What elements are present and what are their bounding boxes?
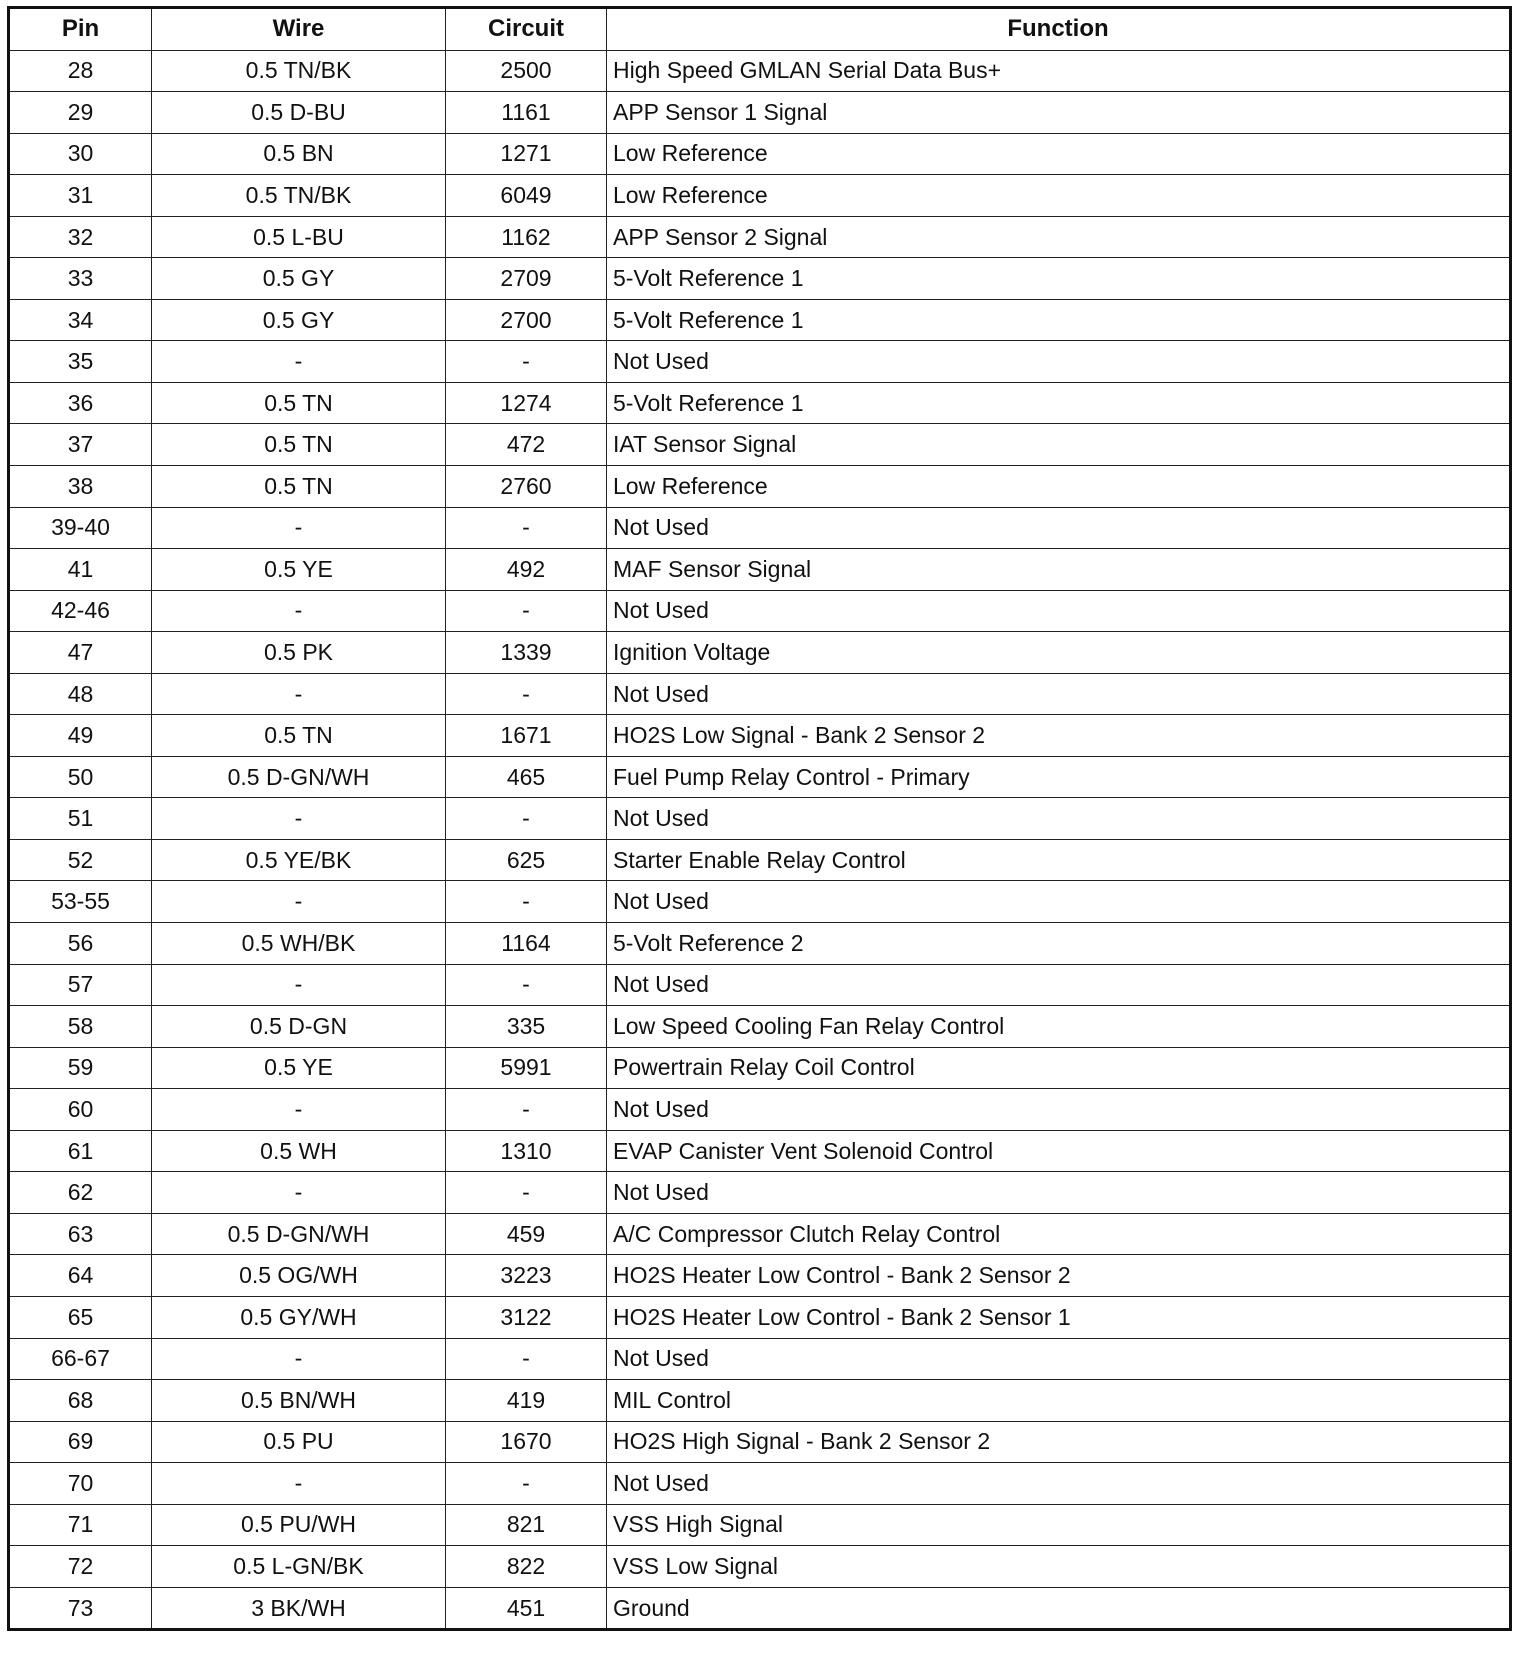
circuit-cell: 821 [446,1504,607,1546]
function-cell: A/C Compressor Clutch Relay Control [607,1213,1511,1255]
header-row [9,8,1511,51]
pin-cell: 70 [9,1463,152,1505]
connector-pinout-table [7,6,1512,1631]
pin-cell: 39-40 [9,507,152,549]
circuit-cell: 492 [446,549,607,591]
function-cell: IAT Sensor Signal [607,424,1511,466]
function-cell: VSS High Signal [607,1504,1511,1546]
function-cell: Not Used [607,673,1511,715]
table-row [9,1213,1511,1255]
table-row [9,798,1511,840]
function-cell: 5-Volt Reference 1 [607,258,1511,300]
circuit-cell: 5991 [446,1047,607,1089]
table-row [9,1587,1511,1630]
function-cell: HO2S Low Signal - Bank 2 Sensor 2 [607,715,1511,757]
table-row [9,507,1511,549]
table-row [9,590,1511,632]
table-row [9,1380,1511,1422]
circuit-cell: 3122 [446,1296,607,1338]
wire-cell: 0.5 WH/BK [152,923,446,965]
table-row [9,382,1511,424]
wire-cell: 0.5 GY [152,299,446,341]
wire-cell: 0.5 TN [152,715,446,757]
function-cell: Fuel Pump Relay Control - Primary [607,756,1511,798]
circuit-cell: 1339 [446,632,607,674]
table-row [9,175,1511,217]
wire-cell: 0.5 TN [152,382,446,424]
table-row [9,549,1511,591]
circuit-cell: - [446,1089,607,1131]
table-row [9,299,1511,341]
wire-cell: 0.5 PU [152,1421,446,1463]
table-row [9,133,1511,175]
table-row [9,1172,1511,1214]
wire-cell: - [152,1463,446,1505]
table-row [9,1047,1511,1089]
circuit-cell: 465 [446,756,607,798]
function-cell: Not Used [607,964,1511,1006]
pin-cell: 51 [9,798,152,840]
function-cell: APP Sensor 1 Signal [607,92,1511,134]
circuit-cell: 2700 [446,299,607,341]
table-row [9,1338,1511,1380]
function-cell: 5-Volt Reference 2 [607,923,1511,965]
function-cell: Low Reference [607,175,1511,217]
wire-cell: 0.5 YE/BK [152,839,446,881]
wire-cell: 0.5 TN [152,466,446,508]
pin-cell: 36 [9,382,152,424]
wire-cell: 0.5 L-GN/BK [152,1546,446,1588]
circuit-cell: 1162 [446,216,607,258]
pin-cell: 62 [9,1172,152,1214]
wire-cell: 0.5 OG/WH [152,1255,446,1297]
function-cell: Not Used [607,507,1511,549]
pin-cell: 41 [9,549,152,591]
circuit-cell: 419 [446,1380,607,1422]
pin-cell: 50 [9,756,152,798]
circuit-cell: 3223 [446,1255,607,1297]
pin-cell: 37 [9,424,152,466]
circuit-cell: 2760 [446,466,607,508]
function-cell: Low Reference [607,466,1511,508]
header-circuit: Circuit [446,8,607,51]
table-row [9,1546,1511,1588]
function-cell: Not Used [607,1089,1511,1131]
table-row [9,964,1511,1006]
pin-cell: 48 [9,673,152,715]
pin-cell: 38 [9,466,152,508]
function-cell: Not Used [607,341,1511,383]
function-cell: HO2S Heater Low Control - Bank 2 Sensor 2 [607,1255,1511,1297]
pin-cell: 68 [9,1380,152,1422]
pin-cell: 31 [9,175,152,217]
function-cell: Powertrain Relay Coil Control [607,1047,1511,1089]
pin-cell: 33 [9,258,152,300]
circuit-cell: - [446,590,607,632]
header-wire: Wire [152,8,446,51]
wire-cell: 0.5 D-BU [152,92,446,134]
table-row [9,1089,1511,1131]
pin-cell: 30 [9,133,152,175]
table-row [9,1421,1511,1463]
function-cell: APP Sensor 2 Signal [607,216,1511,258]
function-cell: Not Used [607,881,1511,923]
pin-cell: 71 [9,1504,152,1546]
circuit-cell: 2500 [446,50,607,92]
wire-cell: 0.5 PU/WH [152,1504,446,1546]
circuit-cell: 451 [446,1587,607,1630]
table-row [9,1006,1511,1048]
table-row [9,466,1511,508]
circuit-cell: 472 [446,424,607,466]
wire-cell: 0.5 D-GN/WH [152,1213,446,1255]
function-cell: HO2S High Signal - Bank 2 Sensor 2 [607,1421,1511,1463]
circuit-cell: - [446,673,607,715]
circuit-cell: - [446,1172,607,1214]
pin-cell: 34 [9,299,152,341]
wire-cell: 0.5 YE [152,549,446,591]
wire-cell: - [152,507,446,549]
table-row [9,715,1511,757]
pin-cell: 53-55 [9,881,152,923]
wire-cell: 0.5 GY/WH [152,1296,446,1338]
function-cell: MIL Control [607,1380,1511,1422]
function-cell: 5-Volt Reference 1 [607,382,1511,424]
table-row [9,881,1511,923]
wire-cell: - [152,341,446,383]
pin-cell: 58 [9,1006,152,1048]
table-row [9,756,1511,798]
pin-cell: 56 [9,923,152,965]
table-row [9,1255,1511,1297]
circuit-cell: - [446,1463,607,1505]
circuit-cell: 1274 [446,382,607,424]
function-cell: Low Reference [607,133,1511,175]
circuit-cell: - [446,798,607,840]
wire-cell: 0.5 GY [152,258,446,300]
wire-cell: 0.5 WH [152,1130,446,1172]
pin-cell: 32 [9,216,152,258]
function-cell: Ignition Voltage [607,632,1511,674]
circuit-cell: 6049 [446,175,607,217]
wire-cell: - [152,1172,446,1214]
circuit-cell: - [446,1338,607,1380]
table-row [9,424,1511,466]
wire-cell: 0.5 YE [152,1047,446,1089]
circuit-cell: 1670 [446,1421,607,1463]
table-row [9,50,1511,92]
pin-cell: 57 [9,964,152,1006]
pin-cell: 47 [9,632,152,674]
pin-cell: 52 [9,839,152,881]
wire-cell: 0.5 BN/WH [152,1380,446,1422]
table-row [9,673,1511,715]
circuit-cell: - [446,881,607,923]
pin-cell: 65 [9,1296,152,1338]
wire-cell: - [152,673,446,715]
circuit-cell: 1271 [446,133,607,175]
function-cell: High Speed GMLAN Serial Data Bus+ [607,50,1511,92]
wire-cell: 0.5 TN/BK [152,50,446,92]
table-row [9,923,1511,965]
table-row [9,92,1511,134]
header-pin: Pin [9,8,152,51]
function-cell: Not Used [607,1172,1511,1214]
table-row [9,1296,1511,1338]
table-row [9,216,1511,258]
wire-cell: - [152,1338,446,1380]
wire-cell: 0.5 D-GN [152,1006,446,1048]
circuit-cell: - [446,507,607,549]
wire-cell: - [152,798,446,840]
pin-cell: 60 [9,1089,152,1131]
circuit-cell: - [446,964,607,1006]
circuit-cell: 822 [446,1546,607,1588]
table-row [9,1463,1511,1505]
circuit-cell: 1161 [446,92,607,134]
wire-cell: - [152,964,446,1006]
circuit-cell: 2709 [446,258,607,300]
wire-cell: 0.5 PK [152,632,446,674]
pin-cell: 64 [9,1255,152,1297]
table-row [9,1504,1511,1546]
function-cell: MAF Sensor Signal [607,549,1511,591]
wire-cell: 3 BK/WH [152,1587,446,1630]
function-cell: Not Used [607,1338,1511,1380]
function-cell: Starter Enable Relay Control [607,839,1511,881]
wire-cell: 0.5 TN [152,424,446,466]
pin-cell: 61 [9,1130,152,1172]
table-row [9,632,1511,674]
function-cell: Low Speed Cooling Fan Relay Control [607,1006,1511,1048]
pin-cell: 63 [9,1213,152,1255]
pin-cell: 42-46 [9,590,152,632]
wire-cell: 0.5 TN/BK [152,175,446,217]
pin-cell: 29 [9,92,152,134]
pin-cell: 28 [9,50,152,92]
pin-cell: 66-67 [9,1338,152,1380]
wire-cell: 0.5 BN [152,133,446,175]
function-cell: VSS Low Signal [607,1546,1511,1588]
pin-cell: 35 [9,341,152,383]
circuit-cell: - [446,341,607,383]
pin-cell: 73 [9,1587,152,1630]
circuit-cell: 1310 [446,1130,607,1172]
function-cell: Not Used [607,1463,1511,1505]
function-cell: 5-Volt Reference 1 [607,299,1511,341]
circuit-cell: 1671 [446,715,607,757]
pin-cell: 69 [9,1421,152,1463]
pin-cell: 59 [9,1047,152,1089]
function-cell: HO2S Heater Low Control - Bank 2 Sensor 1 [607,1296,1511,1338]
table-row [9,839,1511,881]
circuit-cell: 459 [446,1213,607,1255]
circuit-cell: 1164 [446,923,607,965]
table-row [9,341,1511,383]
table-row [9,258,1511,300]
wire-cell: 0.5 L-BU [152,216,446,258]
wire-cell: 0.5 D-GN/WH [152,756,446,798]
circuit-cell: 335 [446,1006,607,1048]
wire-cell: - [152,881,446,923]
table-row [9,1130,1511,1172]
function-cell: Not Used [607,798,1511,840]
wire-cell: - [152,1089,446,1131]
pin-cell: 72 [9,1546,152,1588]
wire-cell: - [152,590,446,632]
function-cell: Ground [607,1587,1511,1630]
circuit-cell: 625 [446,839,607,881]
header-function: Function [607,8,1511,51]
pin-cell: 49 [9,715,152,757]
function-cell: EVAP Canister Vent Solenoid Control [607,1130,1511,1172]
function-cell: Not Used [607,590,1511,632]
